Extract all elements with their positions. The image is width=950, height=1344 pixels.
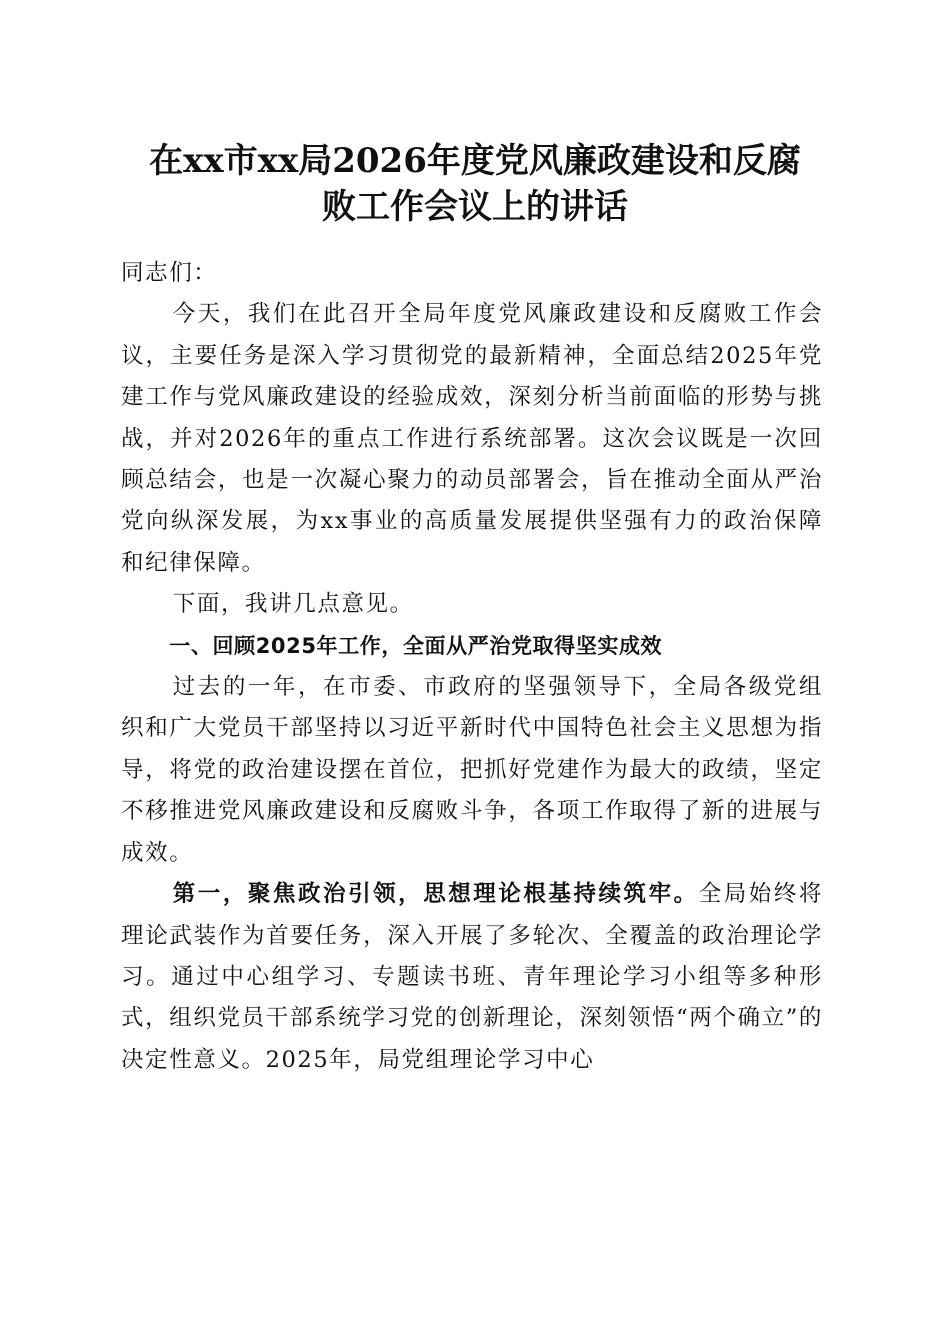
salutation: 同志们：	[121, 260, 218, 286]
title-line-1: 在xx市xx局2026年度党风廉政建设和反腐	[149, 141, 801, 181]
intro-paragraph: 今天，我们在此召开全局年度党风廉政建设和反腐败工作会议，主要任务是深入学习贯彻党的最新精神，全面总结2025年党建工作与党风廉政建设的经验成效，深刻分析当前面临的形势与挑战，并对2026年的重点工作进行系统部署。这次会议既是一次回顾总结会，也是一次凝心聚力的动员部署会，旨在推动全面从严治党向纵深发展，为xx事业的高质量发展提供坚强有力的政治保障和纪律保障。	[121, 301, 823, 576]
section-paragraph: 过去的一年，在市委、市政府的坚强领导下，全局各级党组织和广大党员干部坚持以习近平新时代中国特色社会主义思想为指导，将党的政治建设摆在首位，把抓好党建作为最大的政绩，坚定不移推进党风廉政建设和反腐败斗争，各项工作取得了新的进展与成效。	[121, 674, 823, 866]
document-body	[121, 253, 823, 1081]
transition-paragraph: 下面，我讲几点意见。	[172, 591, 414, 618]
point-body: 全局始终将理论武装作为首要任务，深入开展了多轮次、全覆盖的政治理论学习。通过中心组学习、专题读书班、青年理论学习小组等多种形式，组织党员干部系统学习党的创新理论，深刻领悟“两个确立”的决定性意义。2025年，局党组理论学习中心	[121, 881, 823, 1073]
point-lead: 第一，聚焦政治引领，思想理论根基持续筑牢。	[172, 881, 699, 908]
section-heading: 一、回顾2025年工作，全面从严治党取得坚实成效	[169, 633, 663, 658]
document-title	[110, 138, 840, 230]
point-paragraph	[121, 874, 823, 1081]
title-line-2: 败工作会议上的讲话	[322, 187, 628, 227]
